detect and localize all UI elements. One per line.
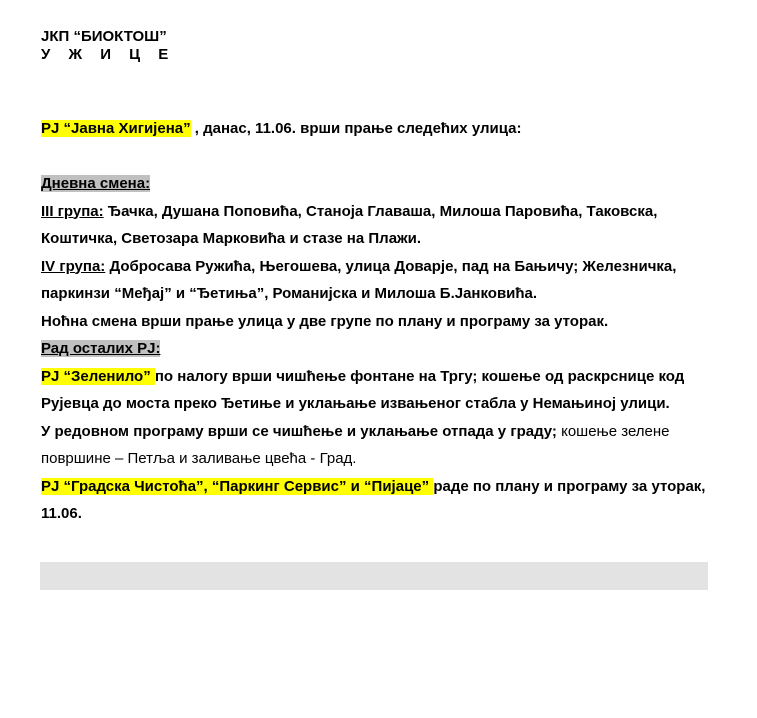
organization-name: ЈКП “БИОКТОШ”: [41, 28, 167, 45]
units-city-parking-markets: РЈ “Градска Чистоћа”, “Паркинг Сервис” и “Пијаце”: [41, 477, 434, 495]
unit-public-hygiene: РЈ “Јавна Хигијена”: [41, 120, 191, 137]
other-units-title: Рад осталих РЈ:: [41, 340, 161, 357]
document-body: [41, 115, 731, 528]
document-header: [41, 28, 175, 64]
day-shift-title: Дневна смена:: [41, 175, 151, 192]
group-3-streets: Ђачка, Душана Поповића, Станоја Главаша, Милоша Паровића, Таковска, Коштичка, Светозара Марковића и стазе на Плажи.: [41, 202, 658, 247]
group-4-paragraph: [41, 253, 731, 308]
group-3-paragraph: [41, 198, 731, 253]
city-name: У Ж И Ц Е: [41, 46, 176, 63]
other-units-paragraph: [41, 473, 731, 528]
group-4-label: IV група:: [41, 257, 106, 275]
greenery-paragraph: [41, 363, 731, 418]
greenery-text: по налогу врши чишћење фонтане на Тргу; кошење од раскрснице код Рујевца до моста преко Ђетиње и уклањање извањеног стабла у Немањиној улици.: [41, 367, 685, 412]
unit-greenery: РЈ “Зеленило”: [41, 367, 155, 385]
day-shift-heading: [41, 170, 731, 198]
regular-program-normal: кошење зелене површине – Петља и заливање цвећа - Град.: [41, 422, 670, 467]
spacer: [41, 143, 731, 171]
other-units-heading: [41, 335, 731, 363]
group-4-streets: Добросава Ружића, Његошева, улица Доварје, пад на Бањичу; Железничка, паркинзи “Међај” и “Ђетиња”, Романијска и Милоша Б.Јанковића.: [41, 257, 677, 302]
regular-program-bold: У редовном програму врши се чишћење и уклањање отпада у граду;: [41, 422, 562, 440]
group-3-label: III група:: [41, 202, 104, 220]
other-units-text: раде по плану и програму за уторак, 11.06.: [41, 477, 706, 522]
intro-paragraph: [41, 115, 731, 143]
footer-bar: [40, 562, 708, 590]
regular-program-paragraph: [41, 418, 731, 473]
night-shift-paragraph: Ноћна смена врши прање улица у две групе по плану и програму за уторак.: [41, 312, 609, 330]
intro-text: , данас, 11.06. врши прање следећих улица:: [190, 120, 522, 137]
